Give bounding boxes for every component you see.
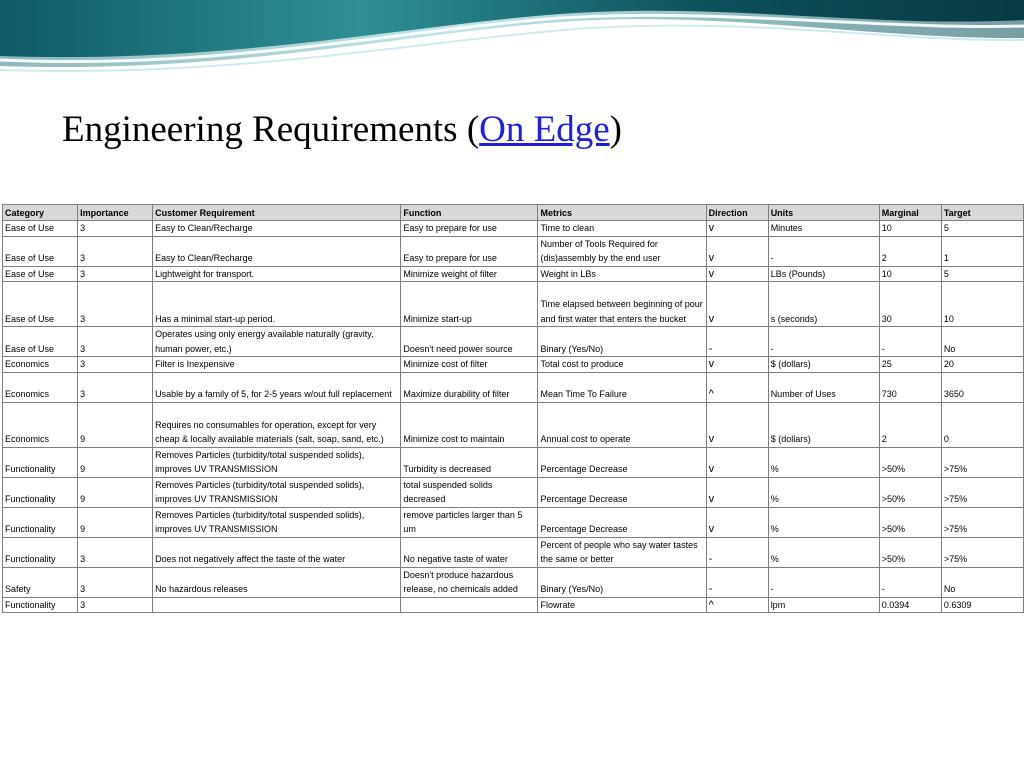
cell-target: 1	[941, 236, 1023, 266]
cell-importance: 3	[78, 597, 153, 613]
cell-units: %	[768, 507, 879, 537]
cell-customer-requirement: Removes Particles (turbidity/total suspended solids), improves UV TRANSMISSION	[153, 447, 401, 477]
cell-function: Easy to prepare for use	[401, 236, 538, 266]
cell-category: Functionality	[3, 597, 78, 613]
cell-marginal: >50%	[879, 537, 941, 567]
table-row	[3, 537, 1024, 567]
cell-category: Ease of Use	[3, 221, 78, 237]
cell-units: -	[768, 327, 879, 357]
cell-customer-requirement	[153, 597, 401, 613]
cell-category: Economics	[3, 357, 78, 373]
cell-importance: 3	[78, 372, 153, 402]
cell-target: >75%	[941, 537, 1023, 567]
cell-marginal: 2	[879, 402, 941, 447]
table-row	[3, 266, 1024, 282]
cell-category: Functionality	[3, 447, 78, 477]
cell-target: >75%	[941, 507, 1023, 537]
table-row	[3, 507, 1024, 537]
cell-metrics: Annual cost to operate	[538, 402, 706, 447]
cell-target: >75%	[941, 447, 1023, 477]
header-category: Category	[3, 205, 78, 221]
cell-units: $ (dollars)	[768, 402, 879, 447]
cell-metrics: Binary (Yes/No)	[538, 567, 706, 597]
cell-customer-requirement: Easy to Clean/Recharge	[153, 221, 401, 237]
cell-category: Economics	[3, 402, 78, 447]
cell-importance: 9	[78, 477, 153, 507]
table-row	[3, 447, 1024, 477]
cell-function: Doesn't produce hazardous release, no chemicals added	[401, 567, 538, 597]
cell-direction: v	[706, 282, 768, 327]
cell-importance: 3	[78, 221, 153, 237]
cell-customer-requirement: Removes Particles (turbidity/total suspended solids), improves UV TRANSMISSION	[153, 477, 401, 507]
cell-function: Maximize durability of filter	[401, 372, 538, 402]
cell-direction: -	[706, 567, 768, 597]
cell-function: Easy to prepare for use	[401, 221, 538, 237]
cell-direction: v	[706, 402, 768, 447]
header-direction: Direction	[706, 205, 768, 221]
cell-direction: v	[706, 477, 768, 507]
slide-title	[62, 108, 622, 151]
cell-target: 5	[941, 221, 1023, 237]
cell-category: Functionality	[3, 507, 78, 537]
cell-direction: v	[706, 236, 768, 266]
cell-customer-requirement: Operates using only energy available naturally (gravity, human power, etc.)	[153, 327, 401, 357]
cell-metrics: Time to clean	[538, 221, 706, 237]
title-text: Engineering Requirements (	[62, 109, 480, 150]
cell-category: Ease of Use	[3, 236, 78, 266]
cell-metrics: Percent of people who say water tastes the same or better	[538, 537, 706, 567]
cell-direction: v	[706, 447, 768, 477]
cell-function: total suspended solids decreased	[401, 477, 538, 507]
cell-target: 3650	[941, 372, 1023, 402]
header-importance: Importance	[78, 205, 153, 221]
cell-importance: 3	[78, 236, 153, 266]
cell-metrics: Number of Tools Required for (dis)assembly by the end user	[538, 236, 706, 266]
cell-metrics: Time elapsed between beginning of pour and first water that enters the bucket	[538, 282, 706, 327]
on-edge-link[interactable]: On Edge	[479, 109, 610, 150]
cell-marginal: >50%	[879, 507, 941, 537]
cell-category: Ease of Use	[3, 327, 78, 357]
header-target: Target	[941, 205, 1023, 221]
cell-target: >75%	[941, 477, 1023, 507]
cell-category: Safety	[3, 567, 78, 597]
cell-importance: 3	[78, 567, 153, 597]
cell-customer-requirement: Usable by a family of 5, for 2-5 years w/out full replacement	[153, 372, 401, 402]
cell-importance: 3	[78, 357, 153, 373]
cell-customer-requirement: Does not negatively affect the taste of the water	[153, 537, 401, 567]
cell-target: No	[941, 567, 1023, 597]
cell-customer-requirement: Requires no consumables for operation, except for very cheap & locally available materials (salt, soap, sand, etc.)	[153, 402, 401, 447]
cell-customer-requirement: Removes Particles (turbidity/total suspended solids), improves UV TRANSMISSION	[153, 507, 401, 537]
cell-function	[401, 597, 538, 613]
cell-target: 0.6309	[941, 597, 1023, 613]
table-row	[3, 477, 1024, 507]
cell-direction: ^	[706, 597, 768, 613]
cell-target: No	[941, 327, 1023, 357]
table-header-row	[3, 205, 1024, 221]
header-metrics: Metrics	[538, 205, 706, 221]
cell-category: Ease of Use	[3, 266, 78, 282]
table-row	[3, 357, 1024, 373]
cell-category: Functionality	[3, 477, 78, 507]
cell-function: Minimize cost to maintain	[401, 402, 538, 447]
cell-customer-requirement: No hazardous releases	[153, 567, 401, 597]
wave-banner	[0, 0, 1024, 80]
cell-category: Functionality	[3, 537, 78, 567]
cell-units: %	[768, 447, 879, 477]
cell-target: 5	[941, 266, 1023, 282]
cell-marginal: 25	[879, 357, 941, 373]
cell-function: Turbidity is decreased	[401, 447, 538, 477]
table-row	[3, 221, 1024, 237]
cell-metrics: Mean Time To Failure	[538, 372, 706, 402]
cell-units: lpm	[768, 597, 879, 613]
table-row	[3, 402, 1024, 447]
cell-importance: 3	[78, 537, 153, 567]
cell-importance: 9	[78, 447, 153, 477]
cell-marginal: 0.0394	[879, 597, 941, 613]
cell-metrics: Percentage Decrease	[538, 447, 706, 477]
cell-importance: 9	[78, 402, 153, 447]
table-row	[3, 567, 1024, 597]
cell-function: Doesn't need power source	[401, 327, 538, 357]
cell-units: Minutes	[768, 221, 879, 237]
cell-marginal: 730	[879, 372, 941, 402]
cell-metrics: Percentage Decrease	[538, 477, 706, 507]
header-marginal: Marginal	[879, 205, 941, 221]
cell-metrics: Weight in LBs	[538, 266, 706, 282]
requirements-table	[2, 204, 1024, 613]
cell-direction: v	[706, 357, 768, 373]
cell-metrics: Binary (Yes/No)	[538, 327, 706, 357]
cell-customer-requirement: Lightweight for transport.	[153, 266, 401, 282]
cell-importance: 3	[78, 282, 153, 327]
cell-marginal: 2	[879, 236, 941, 266]
cell-customer-requirement: Easy to Clean/Recharge	[153, 236, 401, 266]
cell-metrics: Total cost to produce	[538, 357, 706, 373]
cell-marginal: -	[879, 327, 941, 357]
cell-metrics: Flowrate	[538, 597, 706, 613]
cell-function: No negative taste of water	[401, 537, 538, 567]
cell-units: %	[768, 477, 879, 507]
cell-importance: 3	[78, 327, 153, 357]
cell-units: s (seconds)	[768, 282, 879, 327]
cell-marginal: 10	[879, 221, 941, 237]
cell-units: $ (dollars)	[768, 357, 879, 373]
cell-units: -	[768, 567, 879, 597]
cell-target: 10	[941, 282, 1023, 327]
table-row	[3, 597, 1024, 613]
cell-units: LBs (Pounds)	[768, 266, 879, 282]
cell-metrics: Percentage Decrease	[538, 507, 706, 537]
cell-target: 0	[941, 402, 1023, 447]
cell-marginal: 10	[879, 266, 941, 282]
header-function: Function	[401, 205, 538, 221]
cell-importance: 9	[78, 507, 153, 537]
cell-target: 20	[941, 357, 1023, 373]
cell-category: Economics	[3, 372, 78, 402]
cell-marginal: 30	[879, 282, 941, 327]
cell-direction: -	[706, 327, 768, 357]
cell-customer-requirement: Has a minimal start-up period.	[153, 282, 401, 327]
cell-function: Minimize cost of filter	[401, 357, 538, 373]
cell-direction: v	[706, 221, 768, 237]
cell-direction: -	[706, 537, 768, 567]
cell-direction: ^	[706, 372, 768, 402]
cell-function: remove particles larger than 5 um	[401, 507, 538, 537]
cell-customer-requirement: Filter is Inexpensive	[153, 357, 401, 373]
cell-category: Ease of Use	[3, 282, 78, 327]
cell-direction: v	[706, 266, 768, 282]
cell-function: Minimize start-up	[401, 282, 538, 327]
table-row	[3, 282, 1024, 327]
title-close-paren: )	[609, 109, 622, 150]
cell-importance: 3	[78, 266, 153, 282]
cell-direction: v	[706, 507, 768, 537]
cell-marginal: >50%	[879, 447, 941, 477]
cell-units: %	[768, 537, 879, 567]
cell-units: -	[768, 236, 879, 266]
header-units: Units	[768, 205, 879, 221]
table-row	[3, 372, 1024, 402]
table-row	[3, 327, 1024, 357]
cell-marginal: -	[879, 567, 941, 597]
header-customer-requirement: Customer Requirement	[153, 205, 401, 221]
cell-units: Number of Uses	[768, 372, 879, 402]
table-row	[3, 236, 1024, 266]
cell-function: Minimize weight of filter	[401, 266, 538, 282]
cell-marginal: >50%	[879, 477, 941, 507]
